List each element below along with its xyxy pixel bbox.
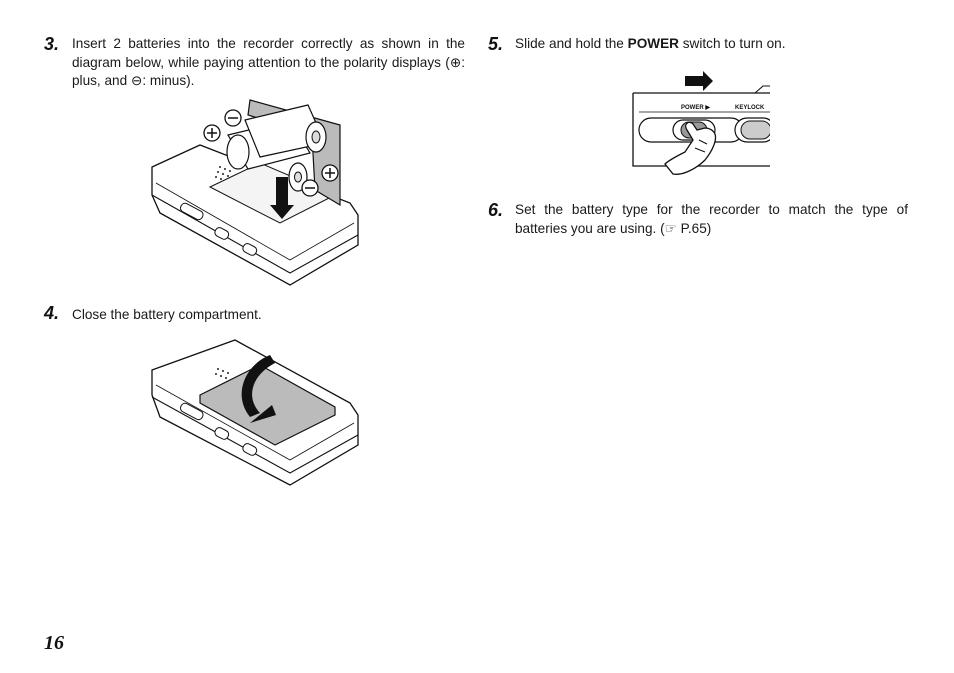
minus-icon [225, 110, 241, 126]
step-number: 6. [488, 200, 504, 220]
step-text: Close the battery compartment. [72, 307, 262, 322]
power-switch-illustration [625, 68, 770, 183]
step-text: Insert 2 batteries into the recorder correctly as shown in the diagram below, while paying attention to the polarity displays (⊕: plus, and ⊖: minus). [72, 36, 465, 88]
step-text: Set the battery type for the recorder to match the type of batteries you are using. (☞ P.65) [515, 202, 908, 236]
page-number: 16 [44, 632, 64, 654]
keylock-switch-label: KEYLOCK [735, 105, 765, 111]
battery-close-illustration [140, 335, 370, 495]
battery-insert-illustration [140, 95, 370, 290]
arrow-right-icon [685, 71, 713, 91]
power-label: POWER [627, 36, 679, 51]
step-number: 5. [488, 34, 504, 54]
step-number: 3. [44, 34, 60, 54]
plus-icon [322, 165, 338, 181]
minus-icon [302, 180, 318, 196]
step-number: 4. [44, 303, 60, 323]
power-switch-label: POWER ▶ [681, 105, 710, 111]
step-text: Slide and hold the POWER switch to turn on. [515, 36, 786, 51]
plus-icon [204, 125, 220, 141]
